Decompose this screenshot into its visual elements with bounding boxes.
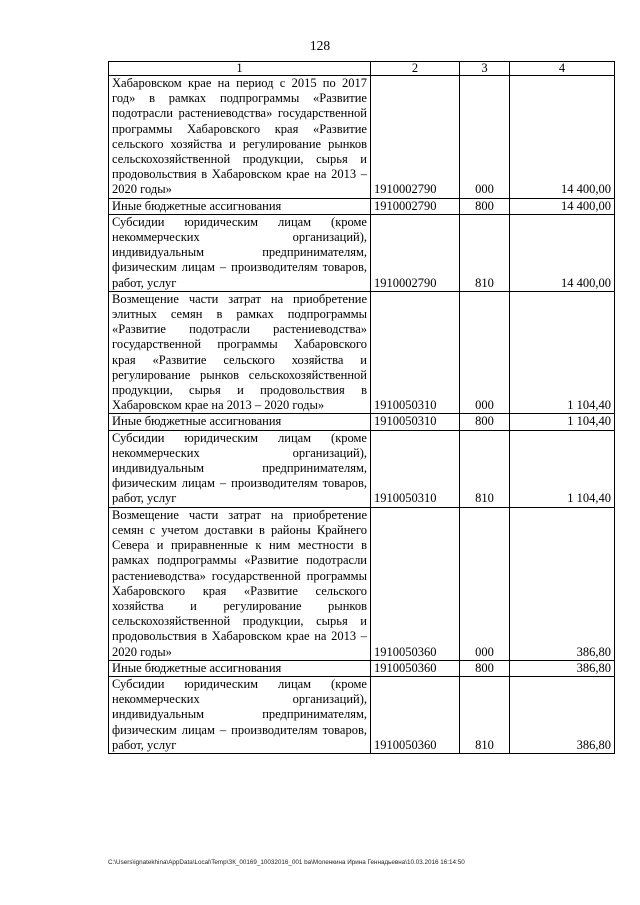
row-amount: 14 400,00 xyxy=(510,76,615,199)
table-row xyxy=(109,660,615,676)
row-kind: 810 xyxy=(460,430,510,507)
table-row xyxy=(109,214,615,291)
table-row xyxy=(109,76,615,199)
row-name: Иные бюджетные ассигнования xyxy=(109,660,371,676)
row-amount: 1 104,40 xyxy=(510,291,615,414)
table-row xyxy=(109,198,615,214)
row-name: Субсидии юридическим лицам (кроме некоммерческих организаций), индивидуальным предпринимателям, физическим лицам – производителям товаров, работ, услуг xyxy=(109,676,371,753)
row-code: 1910050310 xyxy=(371,430,460,507)
table-row xyxy=(109,507,615,660)
table-row xyxy=(109,430,615,507)
row-amount: 1 104,40 xyxy=(510,414,615,430)
row-kind: 810 xyxy=(460,214,510,291)
row-name: Иные бюджетные ассигнования xyxy=(109,414,371,430)
budget-table xyxy=(108,61,615,754)
row-name: Хабаровском крае на период с 2015 по 2017 год» в рамках подпрограммы «Развитие подотрасли растениеводства» государственной программы Хабаровского края «Развитие сельского хозяйства и регулирование рынков сельскохозяйственной продукции, сырья и продовольствия в Хабаровском крае на 2013 – 2020 годы» xyxy=(109,76,371,199)
row-name: Субсидии юридическим лицам (кроме некоммерческих организаций), индивидуальным предпринимателям, физическим лицам – производителям товаров, работ, услуг xyxy=(109,214,371,291)
row-kind: 800 xyxy=(460,198,510,214)
row-code: 1910050360 xyxy=(371,676,460,753)
row-amount: 386,80 xyxy=(510,676,615,753)
row-name: Субсидии юридическим лицам (кроме некоммерческих организаций), индивидуальным предпринимателям, физическим лицам – производителям товаров, работ, услуг xyxy=(109,430,371,507)
header-col-2: 2 xyxy=(371,62,460,76)
file-path-footer: C:\Users\ignatekhina\AppData\Local\Temp\ЗК_00169_10032016_001 ba\Моленкина Ирина Геннадьевна\10.03.2016 16:14:50 xyxy=(108,859,465,866)
row-code: 1910002790 xyxy=(371,214,460,291)
header-col-3: 3 xyxy=(460,62,510,76)
row-kind: 800 xyxy=(460,414,510,430)
row-kind: 000 xyxy=(460,507,510,660)
row-code: 1910002790 xyxy=(371,76,460,199)
row-kind: 810 xyxy=(460,676,510,753)
row-code: 1910050310 xyxy=(371,291,460,414)
row-name: Иные бюджетные ассигнования xyxy=(109,198,371,214)
row-amount: 386,80 xyxy=(510,507,615,660)
table-row xyxy=(109,676,615,753)
row-amount: 14 400,00 xyxy=(510,198,615,214)
row-kind: 000 xyxy=(460,76,510,199)
row-name: Возмещение части затрат на приобретение элитных семян в рамках подпрограммы «Развитие подотрасли растениеводства» государственной программы Хабаровского края «Развитие сельского хозяйства и регулирование рынков сельскохозяйственной продукции, сырья и продовольствия в Хабаровском крае на 2013 – 2020 годы» xyxy=(109,291,371,414)
row-code: 1910050310 xyxy=(371,414,460,430)
header-col-1: 1 xyxy=(109,62,371,76)
page-number: 128 xyxy=(309,38,331,53)
table-header-row xyxy=(109,62,615,76)
row-code: 1910050360 xyxy=(371,660,460,676)
table-row xyxy=(109,414,615,430)
row-code: 1910050360 xyxy=(371,507,460,660)
row-kind: 000 xyxy=(460,291,510,414)
row-kind: 800 xyxy=(460,660,510,676)
row-amount: 1 104,40 xyxy=(510,430,615,507)
row-name: Возмещение части затрат на приобретение семян с учетом доставки в районы Крайнего Севера и приравненные к ним местности в рамках подпрограммы «Развитие подотрасли растениеводства» государственной программы Хабаровского края «Развитие сельского хозяйства и регулирование рынков сельскохозяйственной продукции, сырья и продовольствия в Хабаровском крае на 2013 – 2020 годы» xyxy=(109,507,371,660)
row-amount: 14 400,00 xyxy=(510,214,615,291)
row-code: 1910002790 xyxy=(371,198,460,214)
header-col-4: 4 xyxy=(510,62,615,76)
row-amount: 386,80 xyxy=(510,660,615,676)
table-row xyxy=(109,291,615,414)
